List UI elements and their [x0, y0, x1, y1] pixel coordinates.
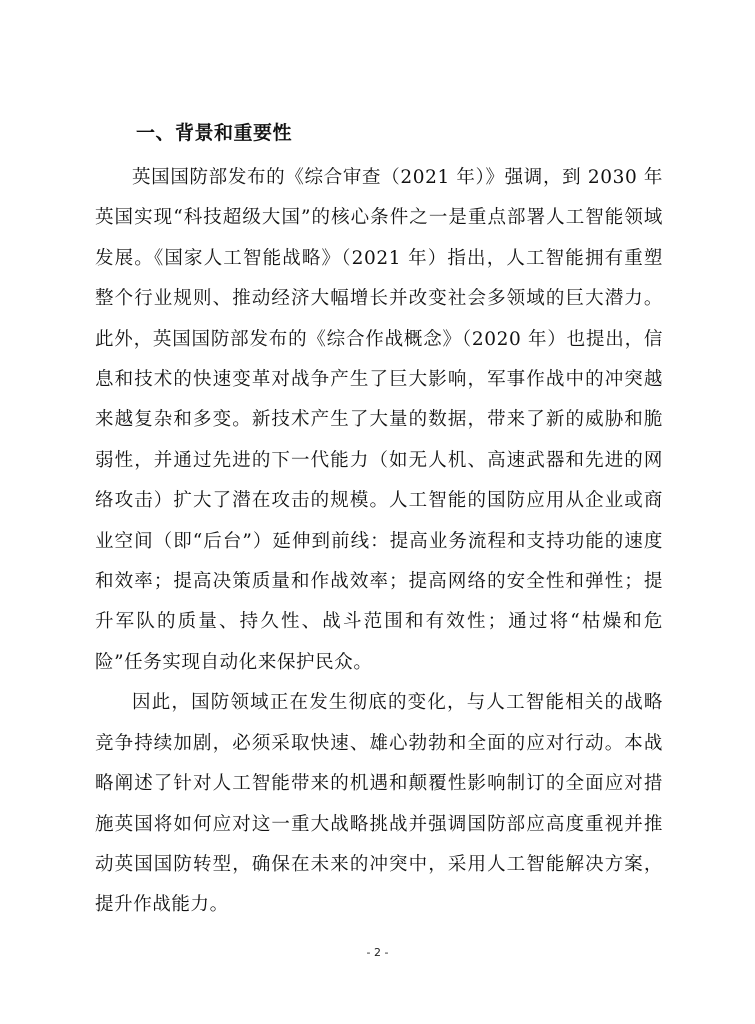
page-number: - 2 - [366, 946, 389, 959]
section-heading: 一、背景和重要性 [136, 122, 293, 144]
paragraph-conclusion: 因此，国防领域正在发生彻底的变化，与人工智能相关的战略竞争持续加剧，必须采取快速、雄心勃勃和全面的应对行动。本战略阐述了针对人工智能带来的机遇和颠覆性影响制订的全面应对措施英国将如何应对这一重大战略挑战并强调国防部应高度重视并推动英国国防转型，确保在未来的冲突中，采用人工智能解决方案，提升作战能力。 [95, 692, 663, 916]
paragraph-background: 英国国防部发布的《综合审查（2021 年）》强调，到 2030 年英国实现“科技超级大国”的核心条件之一是重点部署人工智能领域发展。《国家人工智能战略》（2021 年）指出，人工智能拥有重塑整个行业规则、推动经济大幅增长并改变社会多领域的巨大潜力。此外，英国国防部发布的《综合作战概念》（2020 年）也提出，信息和技术的快速变革对战争产生了巨大影响，军事作战中的冲突越来越复杂和多变。新技术产生了大量的数据，带来了新的威胁和脆弱性，并通过先进的下一代能力（如无人机、高速武器和先进的网络攻击）扩大了潜在攻击的规模。人工智能的国防应用从企业或商业空间（即“后台”）延伸到前线：提高业务流程和支持功能的速度和效率；提高决策质量和作战效率；提高网络的安全性和弹性；提升军队的质量、持久性、战斗范围和有效性；通过将“枯燥和危险”任务实现自动化来保护民众。 [95, 167, 663, 673]
body-text [95, 158, 663, 926]
